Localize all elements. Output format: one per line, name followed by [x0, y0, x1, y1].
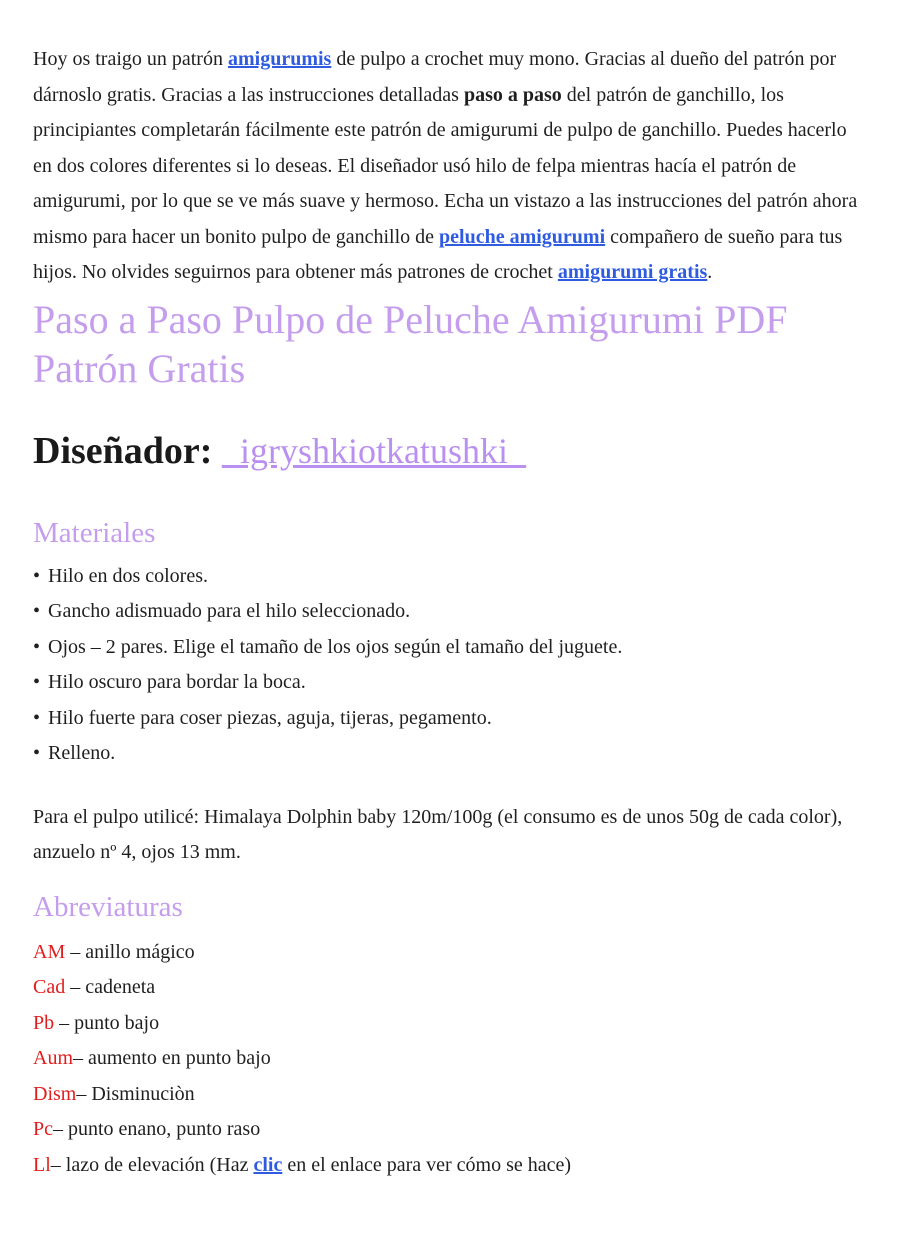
abbreviation-desc: – lazo de elevación (Haz: [50, 1153, 254, 1176]
bullet-icon: •: [33, 635, 41, 658]
link-amigurumi-gratis[interactable]: amigurumi gratis: [557, 261, 708, 283]
abbreviation-desc: – anillo mágico: [65, 940, 195, 963]
link-peluche-amigurumi[interactable]: peluche amigurumi: [439, 225, 606, 248]
abbreviation-term: AM: [33, 940, 66, 963]
abbreviation-desc: – aumento en punto bajo: [73, 1047, 271, 1069]
list-item: [33, 665, 861, 701]
intro-bold-paso-a-paso: paso a paso: [463, 83, 562, 106]
list-item: [33, 559, 861, 595]
list-item: [33, 736, 861, 772]
abbreviations-heading: Abreviaturas: [33, 890, 183, 923]
list-item: [33, 594, 861, 630]
abbreviation-desc: – punto enano, punto raso: [53, 1118, 261, 1140]
materials-list: [33, 559, 861, 772]
abbreviation-item: [33, 1077, 861, 1113]
abbreviation-term: Ll: [33, 1153, 51, 1176]
material-text: Relleno.: [48, 742, 116, 764]
intro-text: .: [707, 261, 713, 283]
abbreviation-term: Dism: [33, 1082, 77, 1105]
list-item: [33, 630, 861, 666]
abbreviation-desc: – Disminuciòn: [76, 1082, 195, 1105]
list-item: [33, 701, 861, 737]
page-title: Paso a Paso Pulpo de Peluche Amigurumi PDF Patrón Gratis: [33, 296, 788, 391]
bullet-icon: •: [33, 671, 41, 693]
bullet-icon: •: [33, 600, 41, 622]
intro-text: del patrón de ganchillo, los principiantes completarán fácilmente este patrón de amigurumi de pulpo de ganchillo. Puedes hacerlo en dos colores diferentes si lo deseas. El diseñador usó hilo de felpa mientras hacía el patrón de amigurumi, por lo que se ve más suave y hermoso. Echa un vistazo a las instrucciones del patrón ahora mismo para hacer un bonito pulpo de ganchillo de: [33, 83, 858, 248]
abbreviation-term: Aum: [33, 1047, 73, 1069]
abbreviations-list: [33, 935, 861, 1184]
materials-heading: Materiales: [33, 516, 156, 549]
intro-paragraph: [33, 42, 861, 291]
designer-label: Diseñador:: [33, 429, 222, 472]
material-text: Ojos – 2 pares. Elige el tamaño de los ojos según el tamaño del juguete.: [48, 635, 623, 658]
link-clic[interactable]: clic: [253, 1153, 283, 1176]
abbreviation-desc: – cadeneta: [65, 976, 156, 998]
abbreviation-item: [33, 1006, 861, 1042]
bullet-icon: •: [33, 564, 41, 587]
abbreviation-item: [33, 1041, 861, 1077]
abbreviation-item: [33, 1112, 861, 1148]
bullet-icon: •: [33, 706, 41, 729]
material-text: Hilo en dos colores.: [48, 564, 208, 587]
designer-row: [33, 429, 861, 473]
abbreviation-term: Pb: [33, 1011, 55, 1034]
yarn-note-paragraph: Para el pulpo utilicé: Himalaya Dolphin baby 120m/100g (el consumo es de unos 50g de cada color), anzuelo nº 4, ojos 13 mm.: [33, 805, 843, 863]
intro-text: Hoy os traigo un patrón: [33, 48, 228, 70]
abbreviation-term: Pc: [33, 1118, 53, 1140]
intro-text: de pulpo a crochet muy mono. Gracias al dueño del patrón por dárnoslo gratis. Gracias a las instrucciones detalladas: [33, 48, 837, 106]
bullet-icon: •: [33, 742, 41, 764]
abbreviation-item: [33, 970, 861, 1006]
link-amigurumis[interactable]: amigurumis: [227, 48, 332, 70]
abbreviation-term: Cad: [33, 976, 66, 998]
abbreviation-item: [33, 1148, 861, 1184]
abbreviation-desc: – punto bajo: [54, 1011, 160, 1034]
intro-text: compañero de sueño para tus hijos. No olvides seguirnos para obtener más patrones de crochet: [33, 225, 843, 283]
material-text: Hilo oscuro para bordar la boca.: [48, 671, 306, 693]
material-text: Hilo fuerte para coser piezas, aguja, tijeras, pegamento.: [48, 706, 492, 729]
abbreviation-item: [33, 935, 861, 971]
material-text: Gancho adismuado para el hilo seleccionado.: [48, 600, 411, 622]
designer-link[interactable]: _igryshkiotkatushki_: [221, 430, 526, 471]
abbreviation-desc: en el enlace para ver cómo se hace): [282, 1153, 572, 1176]
